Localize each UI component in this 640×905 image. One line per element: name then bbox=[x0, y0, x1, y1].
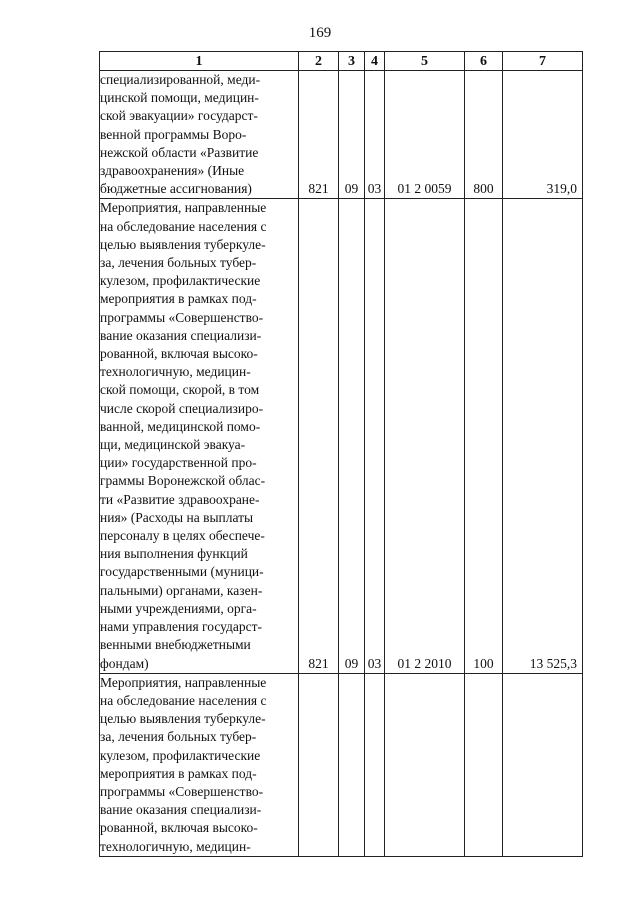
description-line: нами управления государст- bbox=[100, 619, 263, 635]
section-code: 09 bbox=[339, 199, 365, 673]
subsection-code: 03 bbox=[365, 199, 385, 673]
header-col-2: 2 bbox=[299, 52, 339, 71]
description-line: ции» государственной про- bbox=[100, 455, 257, 471]
description-line: вание оказания специализи- bbox=[100, 802, 262, 818]
description-line: фондам) bbox=[100, 655, 149, 671]
description-line: на обследование населения с bbox=[100, 692, 267, 708]
description-line: ванной, медицинской помо- bbox=[100, 418, 261, 434]
description-line: Мероприятия, направленные bbox=[100, 200, 267, 216]
description-line: персоналу в целях обеспече- bbox=[100, 528, 265, 544]
table-row bbox=[100, 71, 583, 199]
expense-type-code: 100 bbox=[465, 199, 503, 673]
header-col-1: 1 bbox=[100, 52, 299, 71]
description-line: мероприятия в рамках под- bbox=[100, 765, 257, 781]
target-article-code: 01 2 0059 bbox=[385, 71, 465, 199]
description-line: ской помощи, скорой, в том bbox=[100, 382, 260, 398]
description-line: ния выполнения функций bbox=[100, 546, 248, 562]
description-line: целью выявления туберкуле- bbox=[100, 711, 266, 727]
header-col-7: 7 bbox=[503, 52, 583, 71]
description-line: щи, медицинской эвакуа- bbox=[100, 437, 246, 453]
description-line: за, лечения больных тубер- bbox=[100, 255, 257, 271]
description-line: мероприятия в рамках под- bbox=[100, 291, 257, 307]
table-header-row bbox=[100, 52, 583, 71]
description-line: технологичную, медицин- bbox=[100, 838, 251, 854]
header-col-5: 5 bbox=[385, 52, 465, 71]
header-col-6: 6 bbox=[465, 52, 503, 71]
description-line: рованной, включая высоко- bbox=[100, 820, 258, 836]
description-line: специализированной, меди- bbox=[100, 72, 261, 87]
expense-type-code bbox=[465, 673, 503, 856]
page-number: 169 bbox=[308, 25, 332, 41]
budget-table bbox=[99, 51, 583, 857]
description-line: ской эвакуации» государст- bbox=[100, 108, 258, 124]
description-line: венными внебюджетными bbox=[100, 637, 251, 653]
description-line: граммы Воронежской облас- bbox=[100, 473, 266, 489]
description-line: за, лечения больных тубер- bbox=[100, 729, 257, 745]
section-code bbox=[339, 673, 365, 856]
amount-value bbox=[503, 673, 583, 856]
expense-type-code: 800 bbox=[465, 71, 503, 199]
ministry-code: 821 bbox=[299, 71, 339, 199]
description-line: технологичную, медицин- bbox=[100, 364, 251, 380]
description-line: Мероприятия, направленные bbox=[100, 674, 267, 690]
description-line: программы «Совершенство- bbox=[100, 309, 264, 325]
subsection-code bbox=[365, 673, 385, 856]
description-line: цинской помощи, медицин- bbox=[100, 90, 259, 106]
description-line: кулезом, профилактические bbox=[100, 273, 261, 289]
description-line: рованной, включая высоко- bbox=[100, 346, 258, 362]
table-row bbox=[100, 199, 583, 673]
description-line: целью выявления туберкуле- bbox=[100, 236, 266, 252]
header-col-4: 4 bbox=[365, 52, 385, 71]
description-line: ния» (Расходы на выплаты bbox=[100, 509, 254, 525]
ministry-code bbox=[299, 673, 339, 856]
description-line: нежской области «Развитие bbox=[100, 144, 259, 160]
description-line: числе скорой специализиро- bbox=[100, 400, 264, 416]
row-description bbox=[100, 199, 299, 673]
description-line: ными учреждениями, орга- bbox=[100, 600, 257, 616]
description-line: государственными (муници- bbox=[100, 564, 264, 580]
description-line: кулезом, профилактические bbox=[100, 747, 261, 763]
description-line: бюджетные ассигнования) bbox=[100, 181, 252, 197]
target-article-code bbox=[385, 673, 465, 856]
description-line: программы «Совершенство- bbox=[100, 783, 264, 799]
section-code: 09 bbox=[339, 71, 365, 199]
description-line: ти «Развитие здравоохране- bbox=[100, 491, 260, 507]
subsection-code: 03 bbox=[365, 71, 385, 199]
amount-value: 319,0 bbox=[503, 71, 583, 199]
description-line: вание оказания специализи- bbox=[100, 327, 262, 343]
description-line: здравоохранения» (Иные bbox=[100, 163, 245, 179]
description-line: на обследование населения с bbox=[100, 218, 267, 234]
amount-value: 13 525,3 bbox=[503, 199, 583, 673]
row-description bbox=[100, 71, 299, 199]
target-article-code: 01 2 2010 bbox=[385, 199, 465, 673]
description-line: пальными) органами, казен- bbox=[100, 582, 263, 598]
header-col-3: 3 bbox=[339, 52, 365, 71]
description-line: венной программы Воро- bbox=[100, 126, 247, 142]
ministry-code: 821 bbox=[299, 199, 339, 673]
table-row bbox=[100, 673, 583, 856]
row-description bbox=[100, 673, 299, 856]
